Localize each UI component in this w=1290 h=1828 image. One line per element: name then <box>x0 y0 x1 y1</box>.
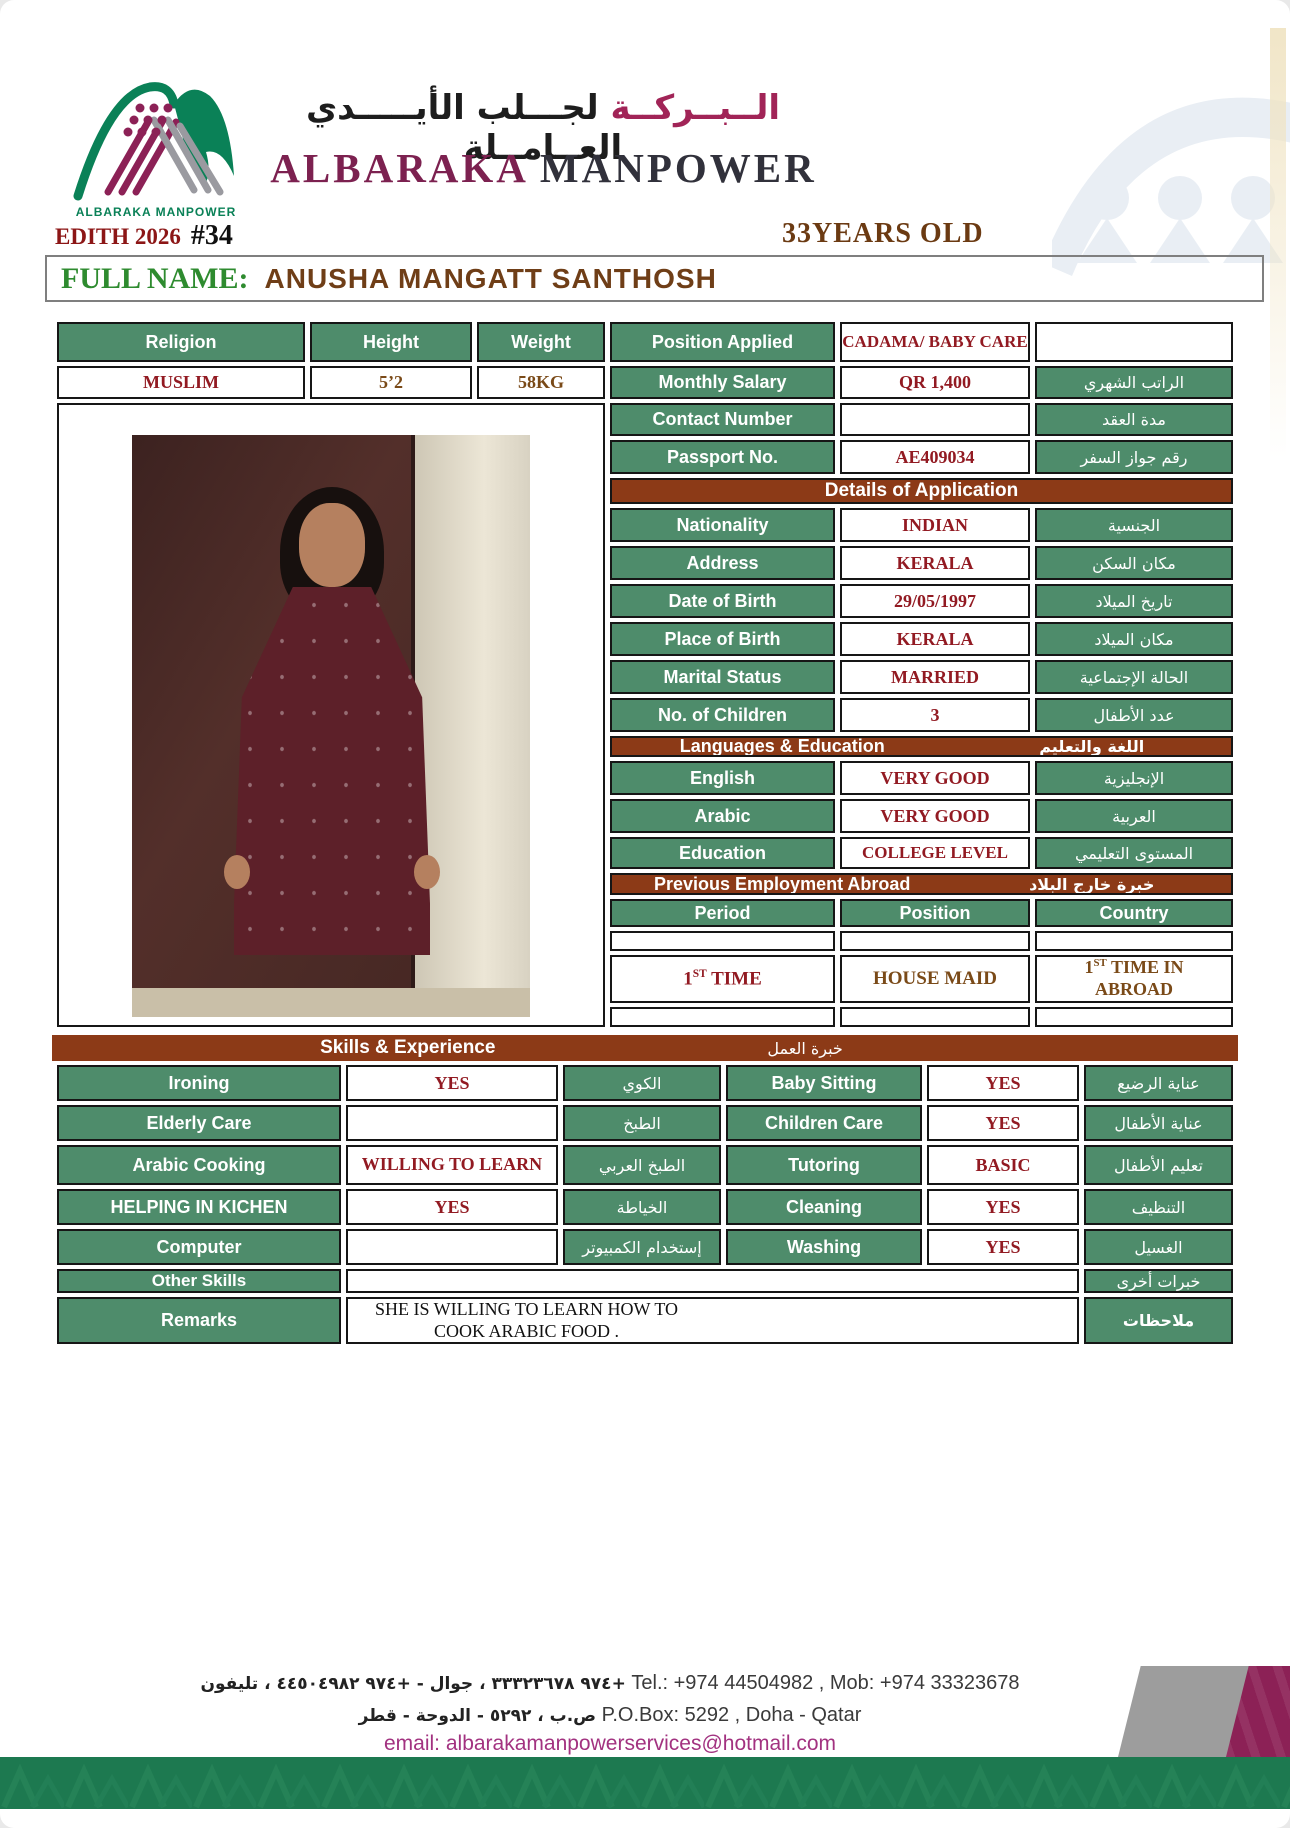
details-of-application-bar: Details of Application <box>610 478 1233 504</box>
previous-employment-bar-en: Previous Employment Abroad <box>654 873 911 894</box>
children-header: No. of Children <box>610 698 835 732</box>
religion-value: MUSLIM <box>57 366 305 399</box>
languages-education-bar-ar: اللغة والتعليم <box>1039 737 1145 756</box>
date-of-birth-arabic: تاريخ الميلاد <box>1035 584 1233 618</box>
employment-empty2-position <box>840 1007 1030 1027</box>
employment-empty2-period <box>610 1007 835 1027</box>
marital-status-value: MARRIED <box>840 660 1030 694</box>
skill-arabiccooking-arabic: الطبخ العربي <box>563 1145 721 1185</box>
footer-email: email: albarakamanpowerservices@hotmail.com <box>384 1732 836 1755</box>
photo-face <box>299 503 365 587</box>
place-of-birth-header: Place of Birth <box>610 622 835 656</box>
weight-header: Weight <box>477 322 605 362</box>
nationality-header: Nationality <box>610 508 835 542</box>
remarks-line1: SHE IS WILLING TO LEARN HOW TO <box>375 1299 678 1319</box>
employment-country-value <box>1035 955 1233 1003</box>
skill-cleaning-label: Cleaning <box>726 1189 922 1225</box>
footer-pobox-line <box>0 1704 1220 1727</box>
employment-empty2-country <box>1035 1007 1233 1027</box>
applicant-photo <box>132 435 530 1017</box>
arabic-arabic: العربية <box>1035 799 1233 833</box>
company-name-english <box>246 144 841 192</box>
skill-childrencare-label: Children Care <box>726 1105 922 1141</box>
employment-period-value <box>610 955 835 1003</box>
albaraka-logo <box>70 74 242 224</box>
passport-arabic: رقم جواز السفر <box>1035 440 1233 474</box>
skill-babysitting-arabic: عناية الرضيع <box>1084 1065 1233 1101</box>
skill-babysitting-label: Baby Sitting <box>726 1065 922 1101</box>
skill-arabiccooking-label: Arabic Cooking <box>57 1145 341 1185</box>
education-header: Education <box>610 837 835 869</box>
page-edge-shading <box>1270 28 1286 458</box>
contact-number-header: Contact Number <box>610 403 835 436</box>
edition-label: EDITH 2026 <box>55 224 181 249</box>
skill-computer-arabic: إستخدام الكمبيوتر <box>563 1229 721 1265</box>
skill-sewing-arabic: الخياطة <box>563 1189 721 1225</box>
marital-status-arabic: الحالة الإجتماعية <box>1035 660 1233 694</box>
serial-number: #34 <box>190 220 233 251</box>
employment-empty-position <box>840 931 1030 951</box>
country-rest: TIME IN <box>1106 957 1184 978</box>
footer-pobox-english: P.O.Box: 5292 , Doha - Qatar <box>601 1704 862 1726</box>
position-applied-header: Position Applied <box>610 322 835 362</box>
period-sup: ST <box>692 967 707 980</box>
address-value: KERALA <box>840 546 1030 580</box>
logo-caption: ALBARAKA MANPOWER <box>75 205 237 219</box>
skill-babysitting-value: YES <box>927 1065 1079 1101</box>
skills-experience-bar-ar: خبرة العمل <box>767 1038 843 1058</box>
skill-helpingkitchen-value: YES <box>346 1189 558 1225</box>
skill-computer-value <box>346 1229 558 1265</box>
photo-floor <box>132 988 530 1017</box>
skill-ironing-label: Ironing <box>57 1065 341 1101</box>
age-label: 33YEARS OLD <box>782 218 984 249</box>
skills-experience-bar-en: Skills & Experience <box>320 1037 496 1058</box>
religion-header: Religion <box>57 322 305 362</box>
skill-ironing-value: YES <box>346 1065 558 1101</box>
date-of-birth-value: 29/05/1997 <box>840 584 1030 618</box>
education-value: COLLEGE LEVEL <box>840 837 1030 869</box>
employment-position-value: HOUSE MAID <box>840 955 1030 1003</box>
skills-experience-bar <box>52 1035 1238 1061</box>
skill-helpingkitchen-label: HELPING IN KICHEN <box>57 1189 341 1225</box>
logo-watermark <box>1052 48 1290 276</box>
skill-childrencare-arabic: عناية الأطفال <box>1084 1105 1233 1141</box>
nationality-value: INDIAN <box>840 508 1030 542</box>
arabic-value: VERY GOOD <box>840 799 1030 833</box>
other-skills-value <box>346 1269 1079 1293</box>
other-skills-label: Other Skills <box>57 1269 341 1293</box>
period-header: Period <box>610 899 835 927</box>
remarks-label: Remarks <box>57 1297 341 1344</box>
nationality-arabic: الجنسية <box>1035 508 1233 542</box>
country-num: 1 <box>1084 957 1094 978</box>
applicant-info-table <box>52 318 1238 1031</box>
footer-phone-line <box>0 1672 1220 1695</box>
company-name-arabic-word1: الــبــركــة <box>610 88 781 128</box>
full-name-box <box>45 255 1264 302</box>
arabic-header: Arabic <box>610 799 835 833</box>
period-rest: TIME <box>706 968 762 990</box>
country-header: Country <box>1035 899 1233 927</box>
monthly-salary-header: Monthly Salary <box>610 366 835 399</box>
children-arabic: عدد الأطفال <box>1035 698 1233 732</box>
marital-status-header: Marital Status <box>610 660 835 694</box>
photo-right-hand <box>414 855 440 889</box>
contract-duration-arabic: مدة العقد <box>1035 403 1233 436</box>
position-applied-value: CADAMA/ BABY CARE <box>840 322 1030 362</box>
skill-ironing-arabic: الكوي <box>563 1065 721 1101</box>
height-value: 5’2 <box>310 366 472 399</box>
skill-tutoring-arabic: تعليم الأطفال <box>1084 1145 1233 1185</box>
footer-phone-arabic: +٩٧٤ ٣٣٣٢٣٦٧٨ ، جوال - +٩٧٤ ٤٤٥٠٤٩٨٢ ، تليفون <box>200 1674 626 1694</box>
period-num: 1 <box>683 968 693 990</box>
education-arabic: المستوى التعليمي <box>1035 837 1233 869</box>
english-value: VERY GOOD <box>840 761 1030 795</box>
photo-left-hand <box>224 855 250 889</box>
passport-header: Passport No. <box>610 440 835 474</box>
skill-childrencare-value: YES <box>927 1105 1079 1141</box>
skills-table <box>52 1061 1238 1348</box>
passport-value: AE409034 <box>840 440 1030 474</box>
skill-arabiccooking-value: WILLING TO LEARN <box>346 1145 558 1185</box>
photo-wall-background <box>415 435 530 1017</box>
position-column-header: Position <box>840 899 1030 927</box>
english-arabic: الإنجليزية <box>1035 761 1233 795</box>
footer-green-band <box>0 1757 1290 1809</box>
full-name-label: FULL NAME: <box>61 261 249 295</box>
skill-tutoring-label: Tutoring <box>726 1145 922 1185</box>
english-header: English <box>610 761 835 795</box>
company-name-arabic-rest: لجـــلب الأيـــــدي العــامــلة <box>305 88 623 168</box>
photo-cell <box>57 403 605 1027</box>
empty-cell <box>1035 322 1233 362</box>
skill-washing-label: Washing <box>726 1229 922 1265</box>
monthly-salary-value: QR 1,400 <box>840 366 1030 399</box>
country-sup: ST <box>1093 957 1107 970</box>
footer-pobox-arabic: ص.ب ، ٥٢٩٢ - الدوحة - قطر <box>358 1706 597 1726</box>
employment-empty-period <box>610 931 835 951</box>
employment-empty-country <box>1035 931 1233 951</box>
place-of-birth-arabic: مكان الميلاد <box>1035 622 1233 656</box>
remarks-arabic: ملاحظات <box>1084 1297 1233 1344</box>
company-name-part2: MANPOWER <box>539 145 817 191</box>
other-skills-arabic: خبرات أخرى <box>1084 1269 1233 1293</box>
company-name-part1: ALBARAKA <box>270 145 527 191</box>
remarks-value <box>346 1297 1079 1344</box>
skill-elderlycare-label: Elderly Care <box>57 1105 341 1141</box>
skill-washing-arabic: الغسيل <box>1084 1229 1233 1265</box>
skill-washing-value: YES <box>927 1229 1079 1265</box>
previous-employment-bar <box>610 873 1233 895</box>
children-value: 3 <box>840 698 1030 732</box>
footer-phone-english: Tel.: +974 44504982 , Mob: +974 33323678 <box>631 1672 1020 1694</box>
edition-line <box>55 220 233 252</box>
skill-cleaning-value: YES <box>927 1189 1079 1225</box>
contact-number-value <box>840 403 1030 436</box>
full-name-value: ANUSHA MANGATT SANTHOSH <box>264 262 717 294</box>
skill-tutoring-value: BASIC <box>927 1145 1079 1185</box>
place-of-birth-value: KERALA <box>840 622 1030 656</box>
address-header: Address <box>610 546 835 580</box>
skill-cooking-arabic: الطبخ <box>563 1105 721 1141</box>
height-header: Height <box>310 322 472 362</box>
address-arabic: مكان السكن <box>1035 546 1233 580</box>
languages-education-bar <box>610 736 1233 757</box>
skill-elderlycare-value <box>346 1105 558 1141</box>
languages-education-bar-en: Languages & Education <box>679 736 885 756</box>
date-of-birth-header: Date of Birth <box>610 584 835 618</box>
monthly-salary-arabic: الراتب الشهري <box>1035 366 1233 399</box>
weight-value: 58KG <box>477 366 605 399</box>
country-line2: ABROAD <box>1094 979 1173 999</box>
albaraka-logo-icon <box>70 74 242 224</box>
remarks-line2: COOK ARABIC FOOD . <box>433 1320 620 1341</box>
skill-computer-label: Computer <box>57 1229 341 1265</box>
skill-cleaning-arabic: التنظيف <box>1084 1189 1233 1225</box>
previous-employment-bar-ar: خبرة خارج البلاد <box>1029 874 1155 894</box>
